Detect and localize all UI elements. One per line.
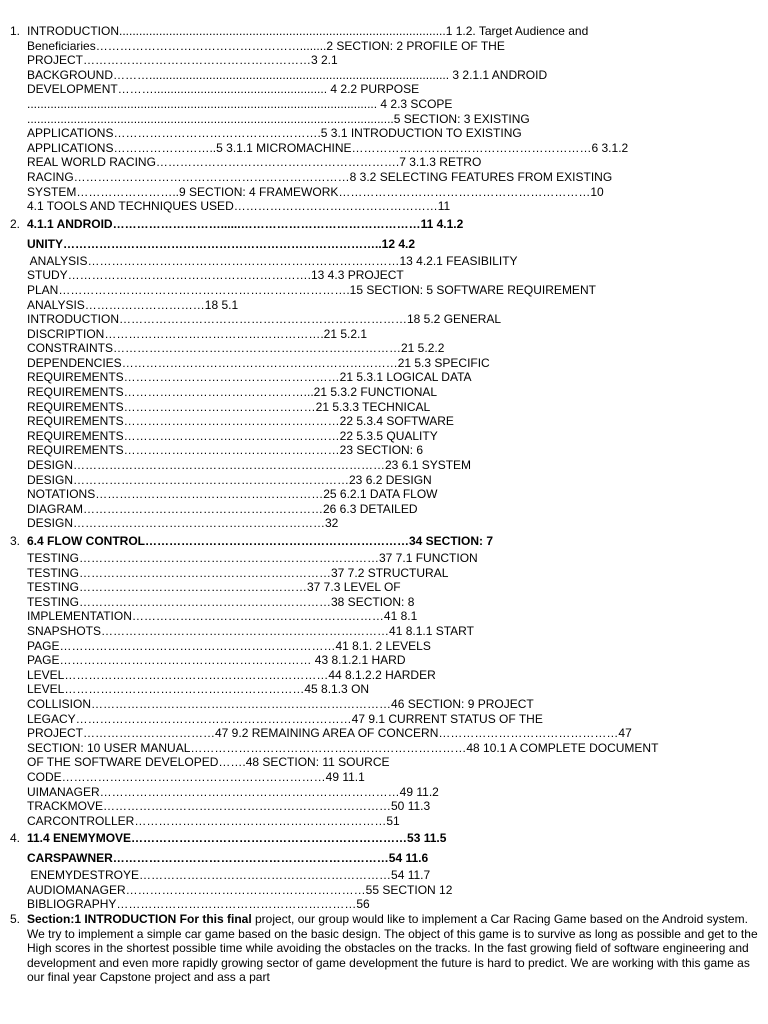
toc-line: PAGE……………………………………………………………41 8.1. 2 LEVELS [27, 638, 431, 653]
toc-line: CODE…………………………………………………………49 11.1 [27, 769, 365, 784]
toc-line: PAGE……………………………………………………… 43 8.1.2.1 HARD [27, 653, 406, 668]
toc-line: ......................................................................................................... 4 2.3 SCOPE [27, 96, 453, 111]
toc-line: DESIGN……………………………………………………………23 6.2 DESIGN [27, 472, 432, 487]
toc-line: CONSTRAINTS………………………………………………………………21 5.2.2 [27, 341, 445, 356]
toc-line: ANALYSIS…………………………18 5.1 [27, 297, 239, 312]
toc-line: TESTING………………………………………………………37 7.2 STRUCTURAL [27, 565, 449, 580]
toc-line: Beneficiaries……………………………………………........2 SECTION: 2 PROFILE OF THE [27, 38, 505, 53]
toc-line: OF THE SOFTWARE DEVELOPED…….48 SECTION: 11 SOURCE [27, 755, 390, 770]
toc-line: DEVELOPMENT……….................................................... 4 2.2 PURPOSE [27, 82, 420, 97]
intro-bold-lead: Section:1 INTRODUCTION For this final [27, 912, 252, 927]
toc-line: REQUIREMENTS………………………………………...21 5.3.2 FUNCTIONAL [27, 385, 438, 400]
list-number: 3. [10, 534, 21, 548]
toc-line: UIMANAGER…………………………………………………………………49 11.2 [27, 784, 439, 799]
toc-line: PROJECT……………………………47 9.2 REMAINING AREA OF CONCERN………………………………………47 [27, 726, 632, 741]
toc-line: PROJECT…………………………………………………3 2.1 [27, 53, 338, 68]
toc-line: TRACKMOVE………………………………………………………………50 11.3 [27, 799, 431, 814]
toc-line: AUDIOMANAGER……………………………………………………55 SECTION 12 [27, 882, 453, 897]
toc-line: TESTING………………………………………………………38 SECTION: 8 [27, 594, 415, 609]
toc-line: DEPENDENCIES……………………………………………………………21 5.3 SPECIFIC [27, 355, 490, 370]
list-number: 5. [10, 912, 21, 927]
toc-line: NOTATIONS…………………………………………………25 6.2.1 DATA FLOW [27, 487, 438, 502]
toc-line: INTRODUCTION..................................................................................................1 1.2. Target Audience and [27, 24, 589, 38]
list-number: 1. [10, 24, 21, 38]
toc-line: ENEMYDESTROYE………………………………………………………54 11.7 [27, 868, 431, 883]
list-number: 4. [10, 831, 21, 846]
toc-line: COLLISION…………………………………………………………………46 SECTION: 9 PROJECT [27, 696, 534, 711]
toc-line: 4.1 TOOLS AND TECHNIQUES USED……………………………………………11 [27, 199, 451, 214]
toc-line: REQUIREMENTS…………………………………………21 5.3.3 TECHNICAL [27, 399, 431, 414]
toc-line: REQUIREMENTS………………………………………………23 SECTION: 6 [27, 443, 424, 458]
toc-line: LEGACY……………………………………………………………47 9.1 CURRENT STATUS OF THE [27, 711, 543, 726]
toc-line: CARCONTROLLER………………………………………………………51 [27, 813, 400, 828]
toc-line: LEVEL…………………………………………………………44 8.1.2.2 HARDER [27, 667, 436, 682]
toc-line: DESIGN……………………………………………………………………23 6.1 SYSTEM [27, 458, 472, 473]
toc-line: DISCRIPTION……………………………………………….21 5.2.1 [27, 326, 368, 341]
toc-heading-line: CARSPAWNER……………………………………………………………54 11.6 [27, 851, 429, 866]
toc-line: SNAPSHOTS………………………………………………………………41 8.1.1 START [27, 623, 474, 638]
table-of-contents [10, 24, 762, 985]
toc-line: PLAN……………………………………………………………….15 SECTION: 5 SOFTWARE REQUIREMENT [27, 282, 596, 297]
toc-line: DESIGN………………………………………………………32 [27, 516, 339, 531]
toc-line: BIBLIOGRAPHY……………………………………………………56 [27, 897, 370, 912]
intro-body-text: project, our group would like to implement a Car Racing Game based on the Android system. We try to implement a simple car game based on the basic design. The object of this game is to survive as long as possible and get to the High scores in the shortest possible time while avoiding the obstacles on the tracks. In the fast growing field of software engineering and development and even more rapidly growing sector of game development the future is hard to predict. We are working with this game as our final year Capstone project and ass a part [27, 912, 758, 985]
toc-line: SYSTEM……………………..9 SECTION: 4 FRAMEWORK………………………………………………………10 [27, 184, 604, 199]
toc-item-2 [10, 214, 762, 531]
toc-line: TESTING…………………………………………………………………37 7.1 FUNCTION [27, 551, 478, 565]
toc-line: APPLICATIONS…………………………………………….5 3.1 INTRODUCTION TO EXISTING [27, 126, 522, 141]
toc-heading-line: UNITY……………………………………………………………………..12 4.2 [27, 236, 416, 251]
toc-line: REQUIREMENTS………………………………………………22 5.3.4 SOFTWARE [27, 414, 454, 429]
toc-line: STUDY…………………………………………………….13 4.3 PROJECT [27, 268, 404, 283]
toc-line: ANALYSIS……………………………………………………………………13 4.2.1 FEASIBILITY [27, 253, 518, 268]
toc-line: REAL WORLD RACING…………………………………………………….7 3.1.3 RETRO [27, 155, 482, 170]
toc-line: BACKGROUND……….......................................................................................... 3 2.1.1 ANDROID [27, 67, 548, 82]
toc-line: REQUIREMENTS………………………………………………21 5.3.1 LOGICAL DATA [27, 370, 472, 385]
toc-line: DIAGRAM……………………………………………………26 6.3 DETAILED [27, 501, 418, 516]
toc-line: LEVEL……………………………………………………45 8.1.3 ON [27, 682, 370, 697]
intro-paragraph [27, 912, 762, 985]
toc-line: TESTING…………………………………………………37 7.3 LEVEL OF [27, 580, 401, 595]
toc-line: INTRODUCTION………………………………………………………………18 5.2 GENERAL [27, 312, 502, 327]
toc-line: IMPLEMENTATION………………………………………………………41 8.1 [27, 609, 418, 624]
toc-line: REQUIREMENTS………………………………………………22 5.3.5 QUALITY [27, 428, 438, 443]
toc-heading-line: 11.4 ENEMYMOVE……………………………………………………………53 11.5 [27, 831, 447, 846]
toc-line: APPLICATIONS……………………..5 3.1.1 MICROMACHINE……………………………………………………6 3.1.2 [27, 140, 629, 155]
toc-line: SECTION: 10 USER MANUAL……………………………………………………………48 10.1 A COMPLETE DOCUMENT [27, 740, 659, 755]
toc-item-4 [10, 828, 762, 912]
toc-item-5 [10, 912, 762, 985]
list-number: 2. [10, 216, 21, 231]
toc-line: ..............................................................................................................5 SECTION: 3 EXISTING [27, 111, 530, 126]
toc-item-3 [10, 531, 762, 828]
toc-heading-line: 4.1.1 ANDROID………………………......………………………………………11 4.1.2 [27, 216, 464, 231]
toc-heading-line: 6.4 FLOW CONTROL…………………………………………………………34 SECTION: 7 [27, 534, 494, 548]
toc-line: RACING……………………………………………………………8 3.2 SELECTING FEATURES FROM EXISTING [27, 169, 613, 184]
toc-item-1 [10, 24, 762, 214]
